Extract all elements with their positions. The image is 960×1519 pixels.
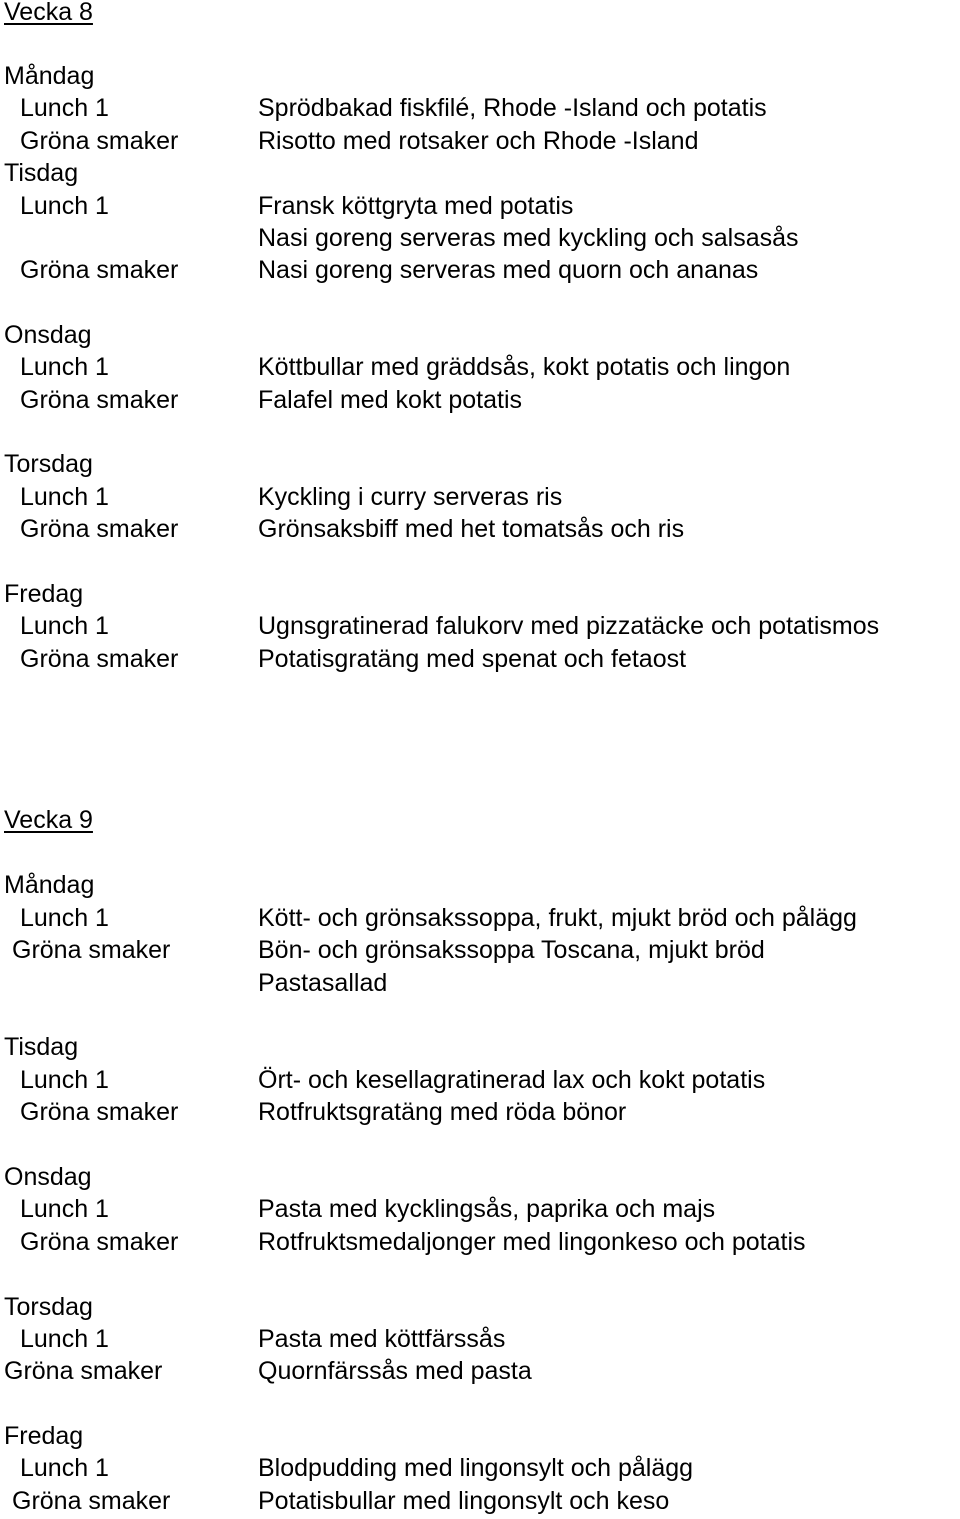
meal-label: Gröna smaker	[20, 386, 179, 414]
meal-label: Lunch 1	[20, 94, 109, 122]
dish-text: Potatisgratäng med spenat och fetaost	[258, 645, 687, 673]
dish-text: Quornfärssås med pasta	[258, 1357, 532, 1385]
week-heading: Vecka 9	[4, 806, 93, 834]
meal-label: Lunch 1	[20, 904, 109, 932]
dish-text: Köttbullar med gräddsås, kokt potatis och lingon	[258, 353, 791, 381]
dish-text: Ugnsgratinerad falukorv med pizzatäcke och potatismos	[258, 612, 880, 640]
day-label-torsdag: Torsdag	[4, 450, 93, 478]
dish-text: Bön- och grönsakssoppa Toscana, mjukt bröd	[258, 936, 765, 964]
dish-text: Rotfruktsmedaljonger med lingonkeso och potatis	[258, 1228, 806, 1256]
meal-label: Gröna smaker	[20, 1228, 179, 1256]
dish-text: Pastasallad	[258, 969, 388, 997]
day-label-onsdag: Onsdag	[4, 1163, 92, 1191]
dish-text: Grönsaksbiff med het tomatsås och ris	[258, 515, 685, 543]
meal-label: Gröna smaker	[12, 1487, 171, 1515]
dish-text: Kött- och grönsakssoppa, frukt, mjukt bröd och pålägg	[258, 904, 857, 932]
meal-label: Lunch 1	[20, 1454, 109, 1482]
meal-label: Lunch 1	[20, 192, 109, 220]
dish-text: Kyckling i curry serveras ris	[258, 483, 563, 511]
meal-label: Lunch 1	[20, 1066, 109, 1094]
meal-label: Lunch 1	[20, 1195, 109, 1223]
day-label-mandag: Måndag	[4, 62, 95, 90]
dish-text: Nasi goreng serveras med kyckling och salsasås	[258, 224, 799, 252]
meal-label: Gröna smaker	[20, 256, 179, 284]
meal-label: Lunch 1	[20, 1325, 109, 1353]
day-label-torsdag: Torsdag	[4, 1293, 93, 1321]
meal-label: Lunch 1	[20, 483, 109, 511]
meal-label: Gröna smaker	[12, 936, 171, 964]
dish-text: Fransk köttgryta med potatis	[258, 192, 574, 220]
day-label-tisdag: Tisdag	[4, 159, 79, 187]
meal-label: Gröna smaker	[4, 1357, 163, 1385]
day-label-fredag: Fredag	[4, 1422, 84, 1450]
dish-text: Blodpudding med lingonsylt och pålägg	[258, 1454, 694, 1482]
dish-text: Ört- och kesellagratinerad lax och kokt potatis	[258, 1066, 766, 1094]
dish-text: Pasta med kycklingsås, paprika och majs	[258, 1195, 716, 1223]
dish-text: Sprödbakad fiskfilé, Rhode -Island och potatis	[258, 94, 767, 122]
meal-label: Gröna smaker	[20, 645, 179, 673]
meal-label: Gröna smaker	[20, 127, 179, 155]
dish-text: Nasi goreng serveras med quorn och ananas	[258, 256, 759, 284]
meal-label: Lunch 1	[20, 612, 109, 640]
dish-text: Risotto med rotsaker och Rhode -Island	[258, 127, 699, 155]
meal-label: Lunch 1	[20, 353, 109, 381]
dish-text: Pasta med köttfärssås	[258, 1325, 506, 1353]
dish-text: Rotfruktsgratäng med röda bönor	[258, 1098, 627, 1126]
meal-label: Gröna smaker	[20, 515, 179, 543]
dish-text: Potatisbullar med lingonsylt och keso	[258, 1487, 670, 1515]
day-label-mandag: Måndag	[4, 871, 95, 899]
meal-label: Gröna smaker	[20, 1098, 179, 1126]
week-heading: Vecka 8	[4, 0, 93, 26]
day-label-onsdag: Onsdag	[4, 321, 92, 349]
day-label-tisdag: Tisdag	[4, 1033, 79, 1061]
dish-text: Falafel med kokt potatis	[258, 386, 523, 414]
day-label-fredag: Fredag	[4, 580, 84, 608]
